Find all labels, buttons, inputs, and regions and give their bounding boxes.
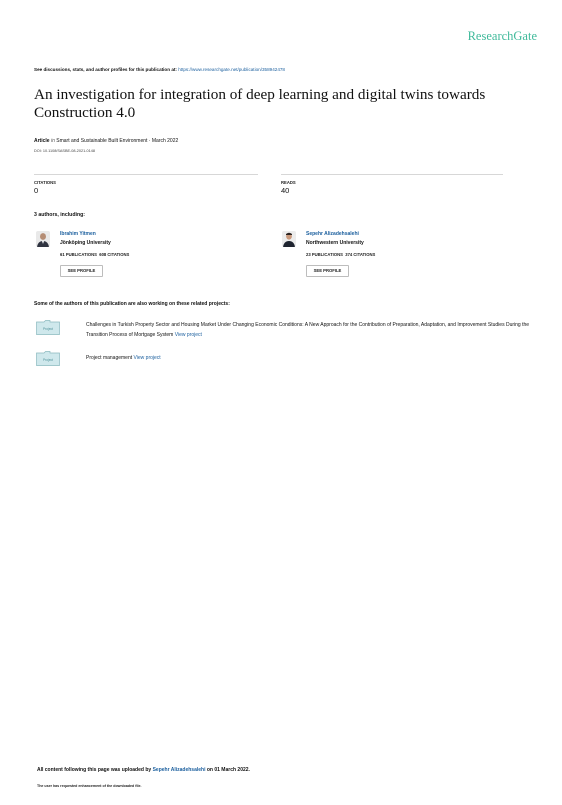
project-item <box>86 320 536 340</box>
publication-meta <box>34 138 178 144</box>
view-project-link[interactable]: View project <box>133 355 161 361</box>
project-icon-label: Project <box>43 327 53 331</box>
author-institution: Northwestern University <box>306 240 364 246</box>
divider-reads <box>281 174 503 175</box>
author-institution: Jönköping University <box>60 240 111 246</box>
avatar[interactable] <box>282 231 296 247</box>
publication-title: An investigation for integration of deep learning and digital twins towards Construction 4.0 <box>34 86 486 121</box>
enhancement-note: The user has requested enhancement of the downloaded file. <box>37 784 142 788</box>
uploaded-suffix: on 01 March 2022. <box>206 767 250 773</box>
discussions-line <box>34 67 285 72</box>
uploader-link[interactable]: Sepehr Alizadehsalehi <box>152 767 206 773</box>
citations-label: CITATIONS <box>34 180 56 185</box>
author-name-link[interactable]: Ibrahim Yitmen <box>60 231 96 237</box>
uploaded-line <box>37 767 250 773</box>
author-publications: 23 PUBLICATIONS <box>306 252 343 257</box>
publication-date: · March 2022 <box>148 138 179 144</box>
doi: DOI: 10.1108/SASBE-08-2021-0148 <box>34 149 95 153</box>
citations-value: 0 <box>34 186 39 195</box>
avatar[interactable] <box>36 231 50 247</box>
author-citations: 374 CITATIONS <box>345 252 376 257</box>
view-project-link[interactable]: View project <box>174 332 202 338</box>
researchgate-logo[interactable]: ResearchGate <box>467 29 537 43</box>
journal-name[interactable]: Smart and Sustainable Built Environment <box>56 138 148 144</box>
author-citations: 608 CITATIONS <box>99 252 130 257</box>
projects-heading: Some of the authors of this publication are also working on these related projects: <box>34 301 230 307</box>
author-stats <box>306 252 375 257</box>
in-word: in <box>50 138 55 144</box>
uploaded-prefix: All content following this page was uploaded by <box>37 767 152 773</box>
project-folder-icon[interactable] <box>36 351 60 366</box>
project-icon-label: Project <box>43 358 53 362</box>
discussions-text: See discussions, stats, and author profiles for this publication at: <box>34 67 177 72</box>
reads-label: READS <box>281 180 296 185</box>
author-name-link[interactable]: Sepehr Alizadehsalehi <box>306 231 359 237</box>
author-publications: 61 PUBLICATIONS <box>60 252 97 257</box>
see-profile-button[interactable]: SEE PROFILE <box>306 265 349 277</box>
publication-url-link[interactable]: https://www.researchgate.net/publication/358942478 <box>178 67 285 72</box>
author-stats <box>60 252 129 257</box>
project-folder-icon[interactable] <box>36 320 60 335</box>
see-profile-button[interactable]: SEE PROFILE <box>60 265 103 277</box>
project-item <box>86 353 536 363</box>
project-title: Project management <box>86 355 133 361</box>
article-type: Article <box>34 138 50 144</box>
project-title: Challenges in Turkish Property Sector and Housing Market Under Changing Economic Conditions: A New Approach for the Contribution of Preparation, Adaptation, and Improvement Studies During the Transition Process of Mortgage System <box>86 322 530 338</box>
reads-value: 40 <box>281 186 290 195</box>
divider-citations <box>34 174 258 175</box>
authors-heading: 3 authors, including: <box>34 212 86 218</box>
